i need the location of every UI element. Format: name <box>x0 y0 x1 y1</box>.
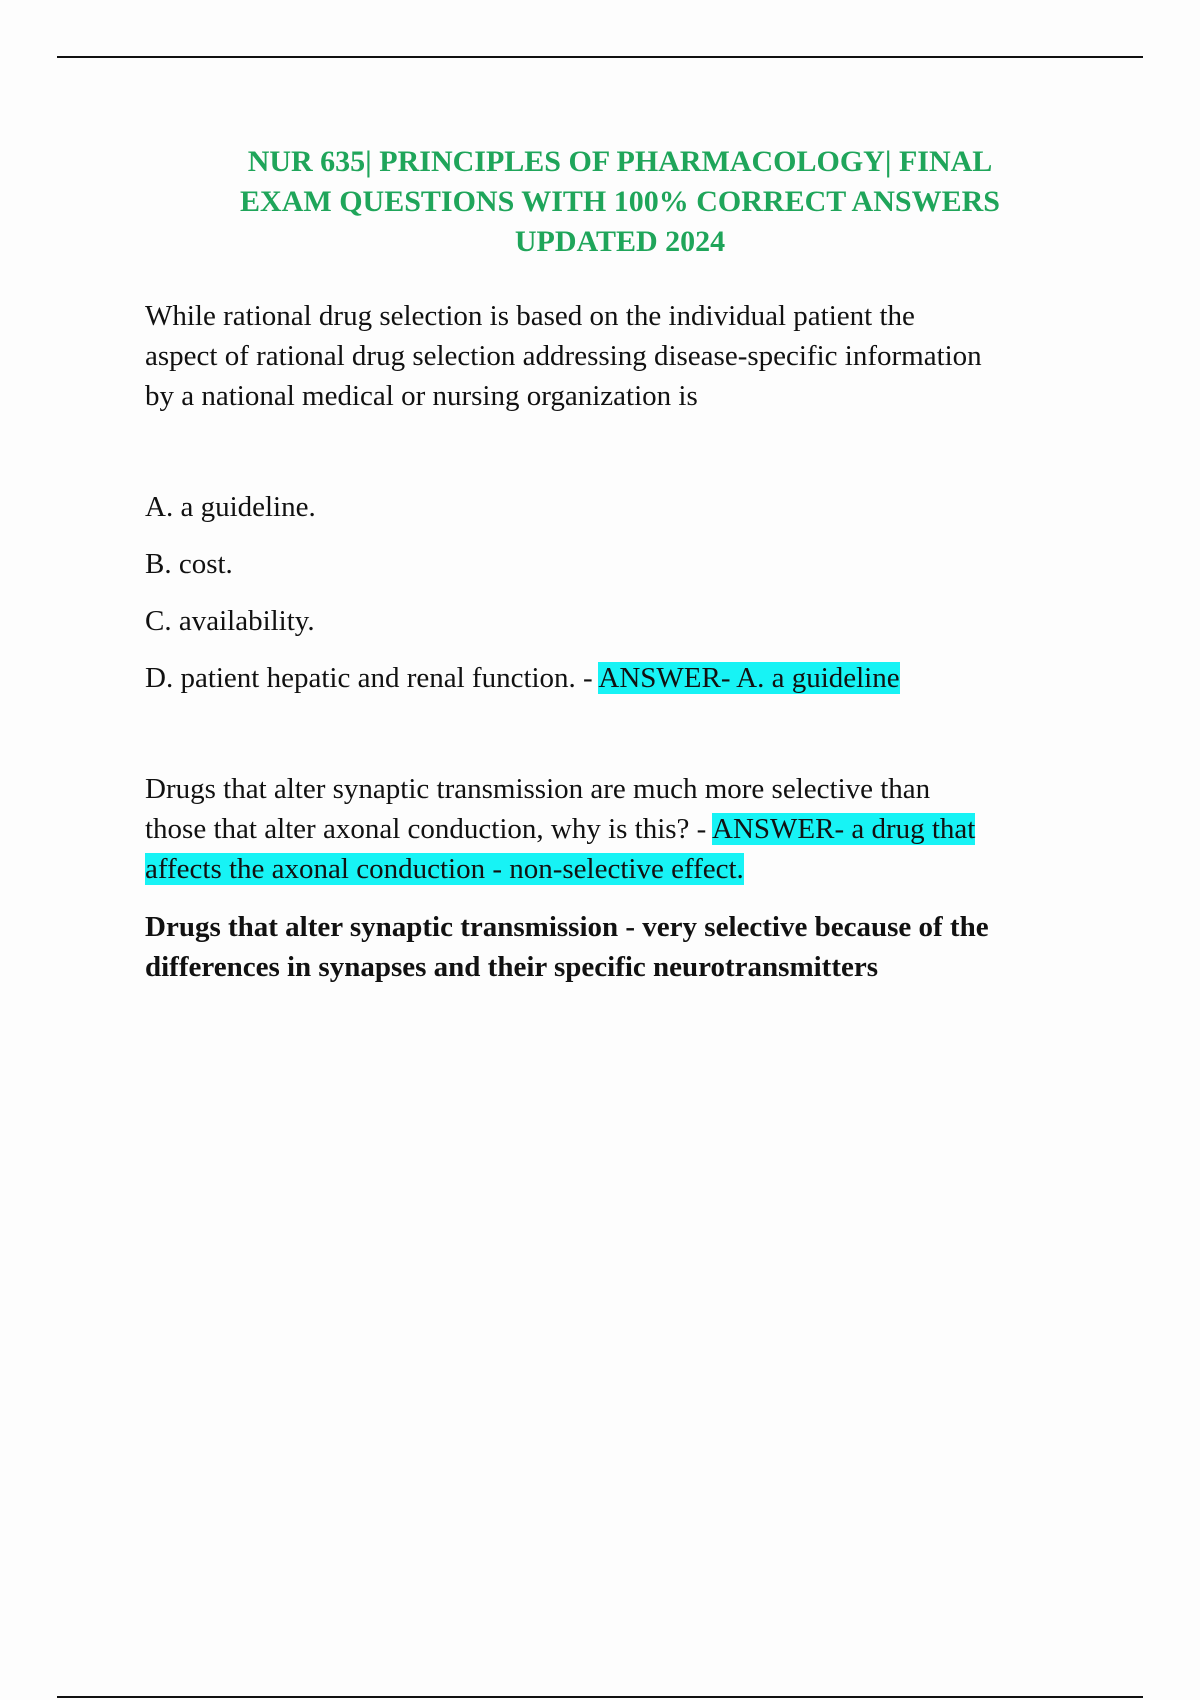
answer-2-highlight-start: ANSWER- a drug that <box>712 813 976 845</box>
option-a-text: A. a guideline. <box>145 491 316 523</box>
question-1-line-3: by a national medical or nursing organization is <box>145 380 698 412</box>
answer-1-highlight: ANSWER- A. a guideline <box>598 662 900 694</box>
title-line-2: EXAM QUESTIONS WITH 100% CORRECT ANSWERS <box>240 185 1000 218</box>
option-d-text: D. patient hepatic and renal function. - <box>145 662 599 694</box>
document-title <box>130 142 1110 262</box>
option-b <box>145 544 1095 584</box>
question-2-line-1: Drugs that alter synaptic transmission are much more selective than <box>145 773 931 805</box>
explanation-line-2: differences in synapses and their specific neurotransmitters <box>145 951 879 983</box>
question-1 <box>145 296 1095 416</box>
option-d <box>145 658 1095 698</box>
answer-2-highlight-end: affects the axonal conduction - non-selective effect. <box>145 853 744 885</box>
option-a <box>145 487 1095 527</box>
bottom-rule <box>57 1696 1143 1698</box>
title-line-3: UPDATED 2024 <box>514 225 726 258</box>
question-2 <box>145 769 1095 889</box>
question-2-line-2-text: those that alter axonal conduction, why is this? - <box>145 813 712 845</box>
question-1-line-1: While rational drug selection is based on the individual patient the <box>145 300 915 332</box>
question-1-line-2: aspect of rational drug selection addressing disease-specific information <box>145 340 982 372</box>
question-2-explanation <box>145 907 1095 987</box>
option-c-text: C. availability. <box>145 605 315 637</box>
question-2-line-2 <box>145 809 1095 849</box>
title-line-1: NUR 635| PRINCIPLES OF PHARMACOLOGY| FINAL <box>247 145 993 178</box>
question-2-line-3 <box>145 849 1095 889</box>
explanation-line-1: Drugs that alter synaptic transmission - very selective because of the <box>145 911 989 943</box>
option-b-text: B. cost. <box>145 548 233 580</box>
option-c <box>145 601 1095 641</box>
top-rule <box>57 56 1143 58</box>
